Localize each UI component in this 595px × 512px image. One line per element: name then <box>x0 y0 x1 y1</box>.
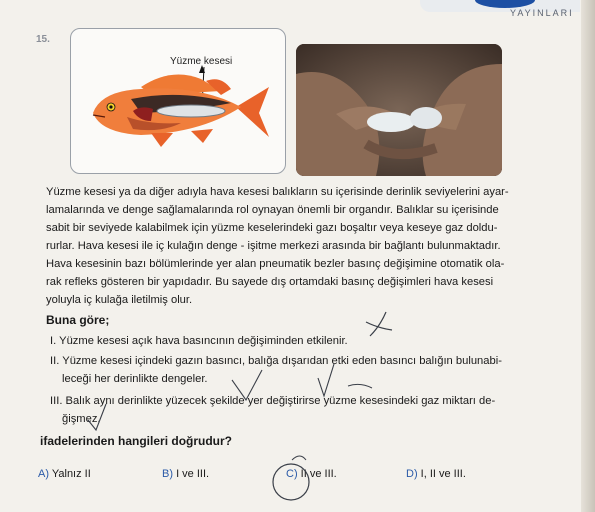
paragraph-line-6: rak refleks gösteren bir yapıdadır. Bu sayede dış ortamdaki basınç değişimleri hava kesesi <box>46 276 494 288</box>
cross-mark-statement-1 <box>366 312 392 336</box>
option-c-text: II ve III. <box>300 468 337 480</box>
option-a-letter: A) <box>38 468 49 480</box>
publisher-brand: YAYINLARI <box>510 8 574 18</box>
paragraph-line-5: Hava kesesinin bazı bölümlerinde yer alan pneumatik bezler basınç değişimine otomatik ola- <box>46 258 505 270</box>
statement-3-cont: ğişmez. <box>62 413 101 425</box>
question-number: 15. <box>36 34 50 45</box>
option-b[interactable] <box>162 468 209 480</box>
answer-circle-tail <box>292 456 306 460</box>
option-c-letter: C) <box>286 468 298 480</box>
option-d-letter: D) <box>406 468 418 480</box>
fish-diagram <box>70 28 286 174</box>
swim-bladder-label: Yüzme kesesi <box>170 56 233 67</box>
option-a[interactable] <box>38 468 91 480</box>
option-c[interactable] <box>286 468 337 480</box>
check-mark-statement-2 <box>318 364 334 396</box>
statement-2: II. Yüzme kesesi içindeki gazın basıncı, balığa dışarıdan etki eden basıncı balığın bulunabi- <box>50 355 502 367</box>
statement-1: I. Yüzme kesesi açık hava basıncının değişiminden etkilenir. <box>50 335 348 347</box>
option-a-text: Yalnız II <box>51 468 91 480</box>
statement-3: III. Balık aynı derinlikte yüzecek şekilde yer değiştirirse yüzme kesesindeki gaz miktarı de- <box>50 395 496 407</box>
paragraph-line-7: yoluyla iç kulağa iletilmiş olur. <box>46 294 193 306</box>
question-lead: Buna göre; <box>46 313 110 327</box>
paragraph-line-4: rurlar. Hava kesesi ile iç kulağın denge - işitme merkezi arasında bir bağlantı bulunmaktadır. <box>46 240 501 252</box>
option-d-text: I, II ve III. <box>420 468 466 480</box>
option-b-letter: B) <box>162 468 173 480</box>
paragraph-line-2: lamalarında ve denge sağlamalarında rol oynayan önemli bir organdır. Balıklar su içerisinde <box>46 204 499 216</box>
option-b-text: I ve III. <box>176 468 210 480</box>
swim-bladder-photo <box>296 44 502 176</box>
statement-2-cont: leceği her derinlikte dengeler. <box>62 373 208 385</box>
fish-illustration <box>71 29 285 173</box>
page-spine <box>581 0 595 512</box>
option-d[interactable] <box>406 468 466 480</box>
hands-photo-illustration <box>296 44 502 176</box>
paragraph-line-1: Yüzme kesesi ya da diğer adıyla hava kesesi balıkların su içerisinde derinlik seviyelerini ayar- <box>46 186 509 198</box>
paragraph-line-3: sabit bir seviyede kalabilmek için yüzme keselerindeki gazı boşaltır veya keseye gaz doldu- <box>46 222 498 234</box>
question-prompt: ifadelerinden hangileri doğrudur? <box>40 434 233 448</box>
pen-stroke <box>348 384 372 388</box>
